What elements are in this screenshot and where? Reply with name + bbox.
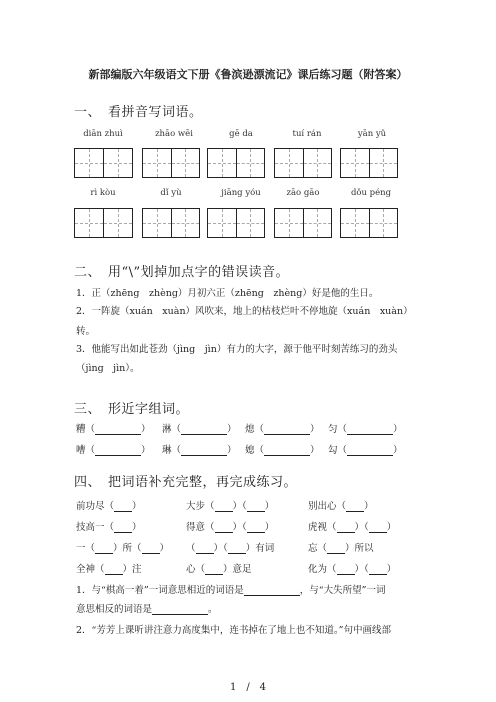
word-item: 匀（ ） [328,424,403,435]
idiom-item: 忘（ ）所以 [308,543,374,554]
question-line: 转。 [76,326,96,337]
answer-blank[interactable] [244,585,300,596]
word-item: 媳（ ） [245,445,320,456]
answer-blank[interactable] [247,501,265,512]
answer-blank[interactable] [337,564,355,575]
page-number: 1 / 4 [229,682,267,693]
word-item: 琳（ ） [162,445,237,456]
idiom-item: 得意（ ）（ ） [186,522,275,533]
writing-grid[interactable] [340,208,398,238]
pinyin: zhāo wēi [155,129,193,139]
writing-grid[interactable] [207,148,265,178]
answer-blank[interactable] [215,522,233,533]
section4-heading: 四、 把词语补充完整，再完成练习。 [74,475,298,490]
pinyin: yān yǔ [357,129,387,139]
idiom-item: 虎视（ ）（ ） [308,522,397,533]
pinyin: zāo gāo [286,188,320,198]
question-line: 3．他能写出如此苍劲（jìng jìn）有力的大字，源于他平时刻苦练习的劲头 [76,344,398,355]
answer-blank[interactable] [215,501,233,512]
idiom-item: 一（ ）所（ ） [76,543,170,554]
answer-blank[interactable] [181,424,227,435]
idiom-item: （ ）（ ）有词 [186,543,275,554]
answer-blank[interactable] [247,522,265,533]
answer-blank[interactable] [347,424,393,435]
answer-blank[interactable] [228,543,246,554]
question-line: （jìng jìn）。 [76,363,140,374]
answer-blank[interactable] [346,501,364,512]
answer-blank[interactable] [114,501,132,512]
writing-grid[interactable] [74,208,133,238]
pinyin: jiāng yóu [221,188,261,198]
answer-blank[interactable] [196,543,214,554]
section2-heading: 二、 用“\”划掉加点字的错误读音。 [74,265,290,280]
section1-heading: 一、 看拼音写词语。 [74,105,203,120]
pinyin: dǒu péng [350,188,392,198]
answer-blank[interactable] [337,522,355,533]
answer-blank[interactable] [369,522,387,533]
answer-blank[interactable] [264,445,310,456]
answer-blank[interactable] [95,424,141,435]
word-item: 嘈（ ） [76,445,151,456]
word-item: 勾（ ） [328,445,403,456]
question-line: 意思相反的词语是 。 [76,604,218,615]
idiom-item: 大步（ ）（ ） [186,501,275,512]
answer-blank[interactable] [347,445,393,456]
pinyin: rì kòu [90,188,116,198]
pinyin: gē da [229,129,253,139]
idiom-item: 别出心（ ） [308,501,374,512]
question-line: 2．一阵旋（xuán xuàn）风吹来，地上的枯枝烂叶不停地旋（xuán xuàn） [76,306,413,317]
answer-blank[interactable] [105,564,123,575]
answer-blank[interactable] [369,564,387,575]
answer-blank[interactable] [205,564,223,575]
answer-blank[interactable] [181,445,227,456]
word-item: 熄（ ） [245,424,320,435]
word-item: 淋（ ） [162,424,237,435]
writing-grid[interactable] [142,208,200,238]
writing-grid[interactable] [274,208,332,238]
answer-blank[interactable] [114,522,132,533]
writing-grid[interactable] [142,148,200,178]
idiom-item: 化为（ ）（ ） [308,564,397,575]
writing-grid[interactable] [207,208,265,238]
answer-blank[interactable] [327,543,345,554]
answer-blank[interactable] [95,543,113,554]
pinyin: tuí rán [292,129,322,139]
idiom-item: 心（ ）意足 [186,564,252,575]
idiom-item: 技高一（ ） [76,522,142,533]
answer-blank[interactable] [142,543,160,554]
question-line: 2．“芳芳上课听讲注意力高度集中，连书掉在了地上也不知道。”句中画线部 [76,625,392,636]
pinyin: diān zhuì [83,129,123,139]
pinyin: dǐ yù [160,188,182,198]
section3-heading: 三、 形近字组词。 [74,402,190,417]
idiom-item: 全神（ ）注 [76,564,142,575]
answer-blank[interactable] [264,424,310,435]
word-item: 糟（ ） [76,424,151,435]
answer-blank[interactable] [95,445,141,456]
idiom-item: 前功尽（ ） [76,501,142,512]
page-title: 新部编版六年级语文下册《鲁滨逊漂流记》课后练习题（附答案） [88,68,408,81]
writing-grid[interactable] [74,148,133,178]
answer-blank[interactable] [152,604,208,615]
writing-grid[interactable] [340,148,398,178]
question-line: 1．正（zhēng zhèng）月初六正（zhēng zhèng）好是他的生日。 [76,288,379,299]
question-line: 1．与“棋高一着”一词意思相近的词语是 ，与“大失所望”一词 [76,585,386,596]
writing-grid[interactable] [274,148,332,178]
